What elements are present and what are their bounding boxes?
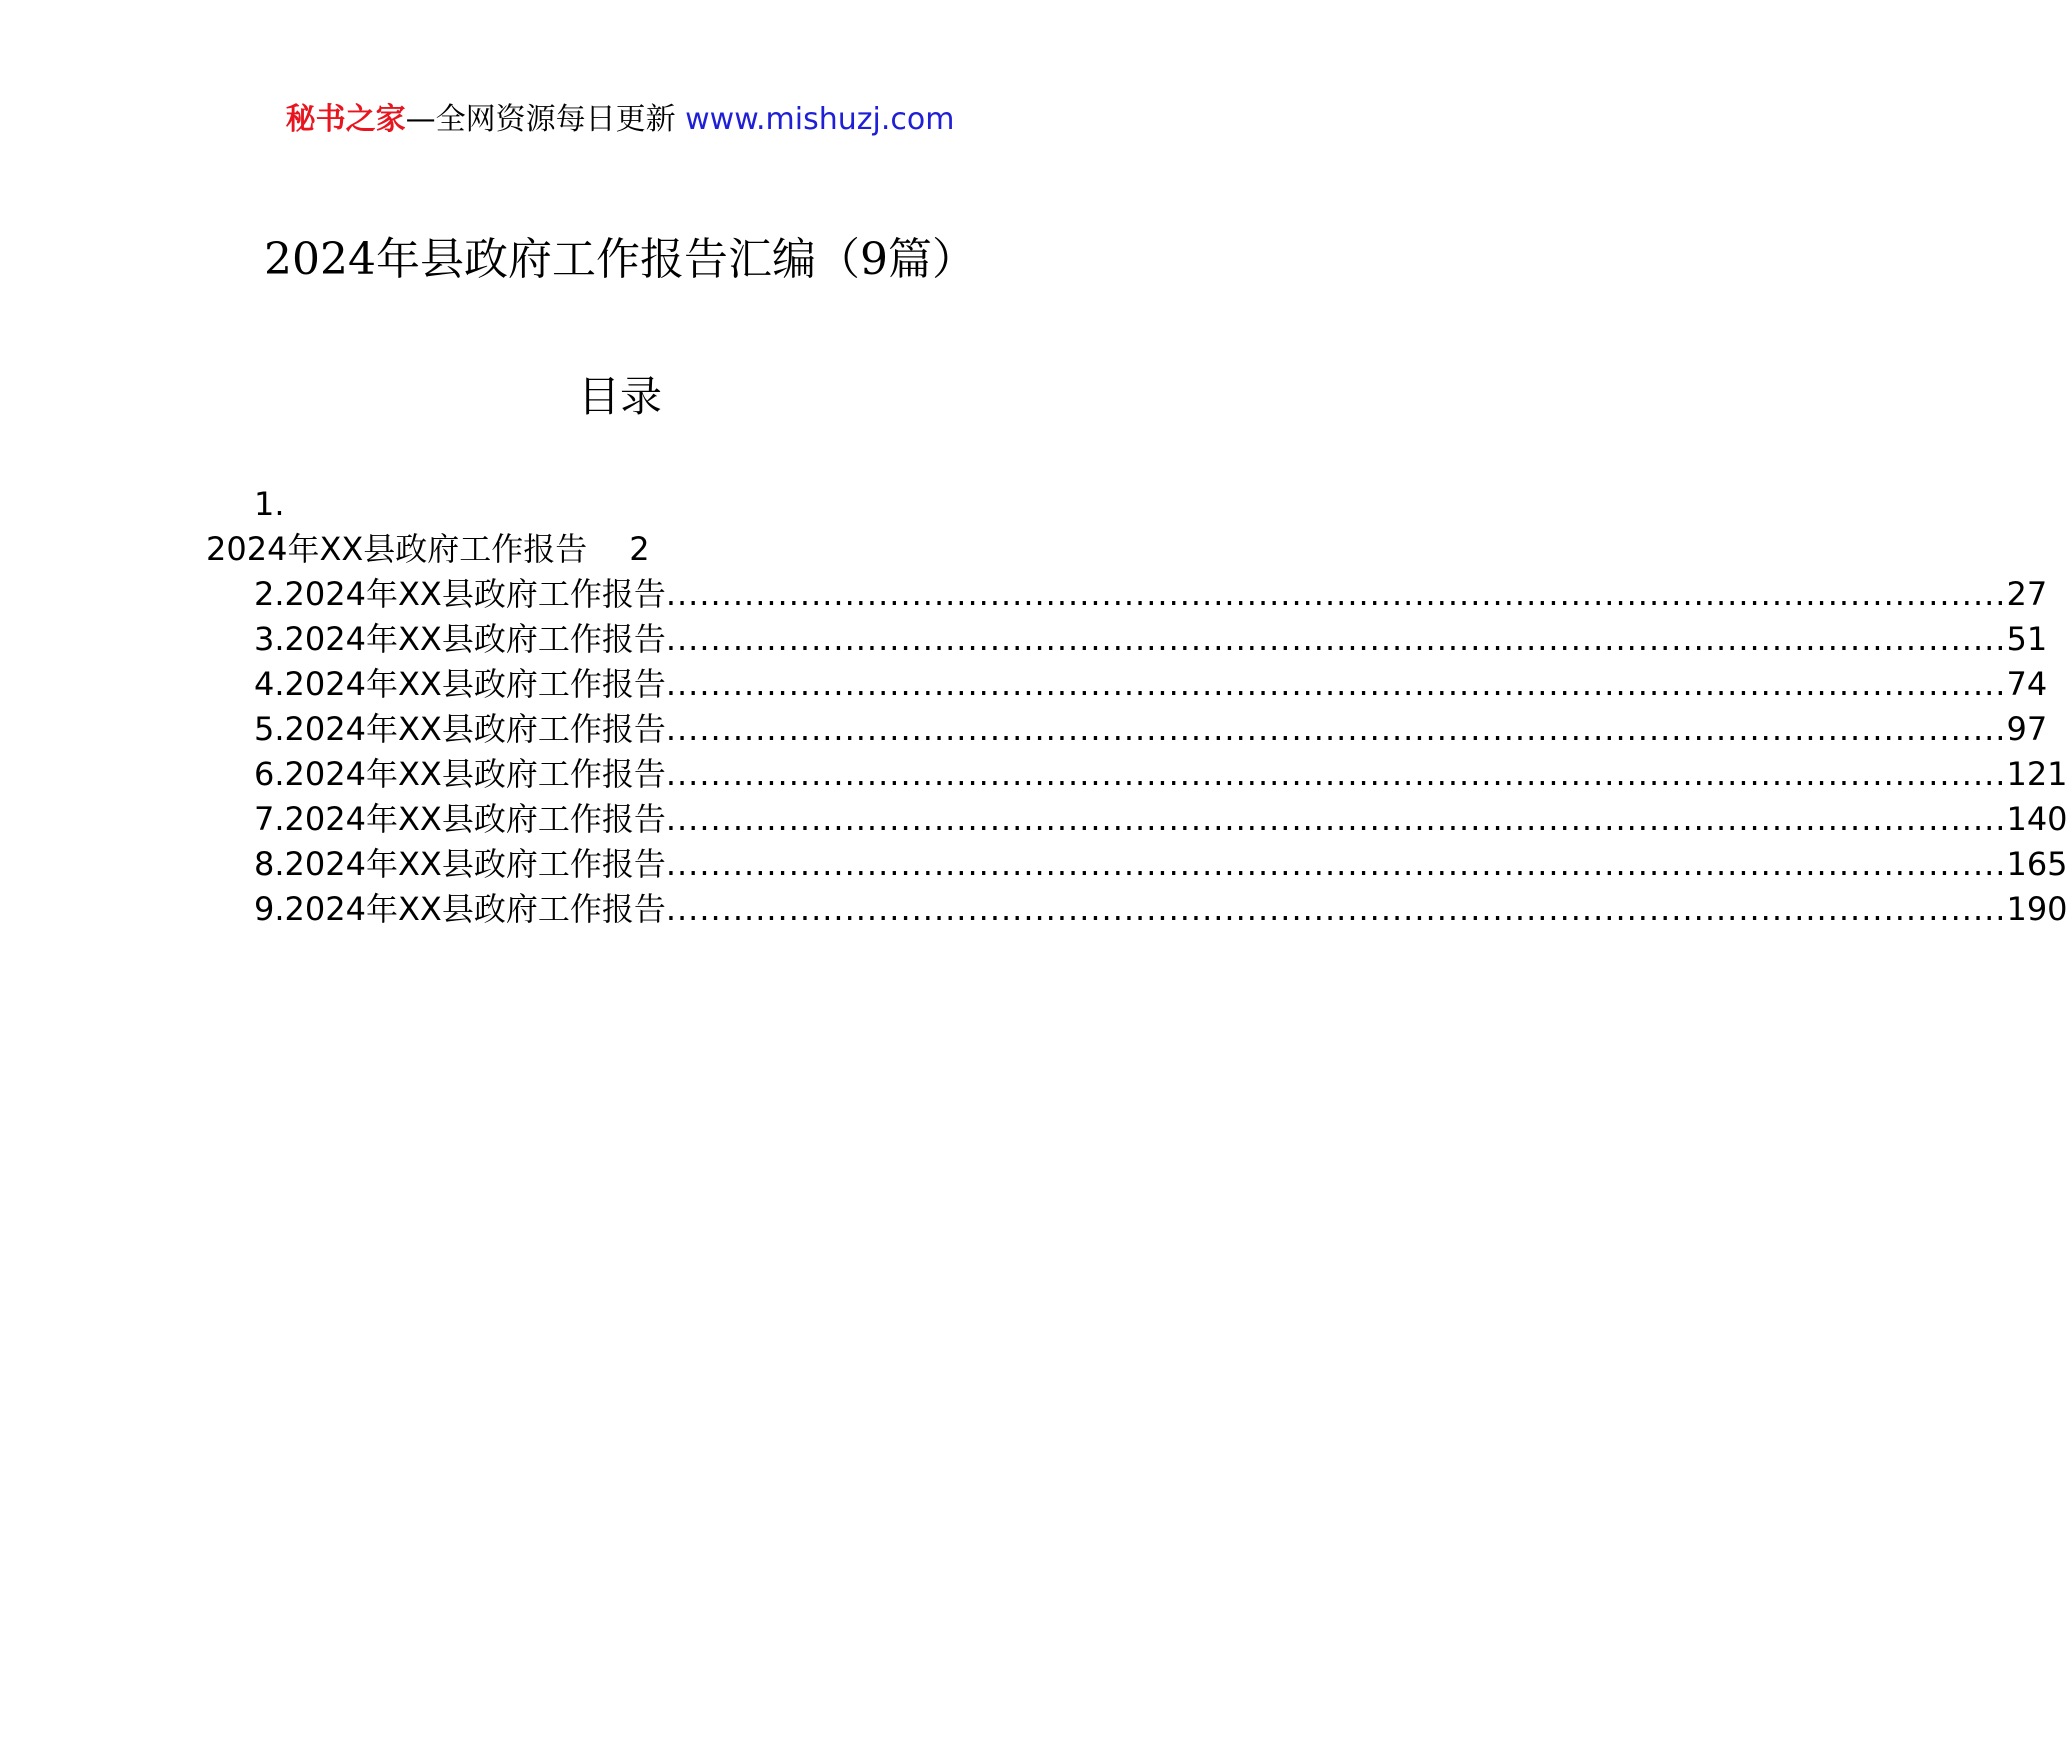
toc-leader-dots: ........................................................................................................................ [665, 575, 2007, 613]
toc-leader-dots: ........................................................................................................................ [665, 890, 2007, 928]
toc-leader-dots: ........................................................................................................................ [665, 620, 2007, 658]
toc-entry-8[interactable] [206, 842, 2068, 887]
header-tagline: —全网资源每日更新 [405, 102, 676, 137]
toc-entry-label: 7.2024年XX县政府工作报告 [254, 800, 666, 838]
toc-leader-dots: ........................................................................................................................ [665, 845, 2007, 883]
toc-entry-page: 165 [2006, 845, 2068, 883]
toc-leader-dots: ........................................................................................................................ [665, 710, 2007, 748]
toc-entry-page: 190 [2006, 890, 2068, 928]
toc-entry-page: 27 [2006, 575, 2048, 613]
toc-entry-7[interactable] [206, 797, 2068, 842]
toc-leader-dots: ........................................................................................................................ [665, 665, 2007, 703]
toc-leader-dots: ........................................................................................................................ [665, 800, 2007, 838]
toc-entry-1-number: 1. [254, 485, 285, 523]
toc-entry-page: 140 [2006, 800, 2068, 838]
document-title: 2024年县政府工作报告汇编（9篇） [264, 234, 976, 285]
toc-entry-1[interactable] [206, 527, 1048, 572]
site-url-link[interactable]: www.mishuzj.com [685, 102, 955, 137]
toc-entry-3[interactable] [206, 617, 2048, 662]
toc-entry-label: 4.2024年XX县政府工作报告 [254, 665, 666, 703]
toc-entry-page: 97 [2006, 710, 2048, 748]
toc-entry-5[interactable] [206, 707, 2048, 752]
toc-entry-label: 2.2024年XX县政府工作报告 [254, 575, 666, 613]
toc-entry-label: 8.2024年XX县政府工作报告 [254, 845, 666, 883]
site-header [0, 100, 1240, 140]
toc-leader-dots: ........................................................................................................................ [665, 755, 2007, 793]
toc-entry-2[interactable] [206, 572, 2048, 617]
toc-entry-label: 3.2024年XX县政府工作报告 [254, 620, 666, 658]
toc-entry-label: 6.2024年XX县政府工作报告 [254, 755, 666, 793]
toc-entry-6[interactable] [206, 752, 2068, 797]
toc-entry-page: 51 [2006, 620, 2048, 658]
toc-entry-page: 121 [2006, 755, 2068, 793]
toc-entry-4[interactable] [206, 662, 2048, 707]
toc-entry-label: 2024年XX县政府工作报告 [206, 530, 588, 568]
toc-entry-label: 9.2024年XX县政府工作报告 [254, 890, 666, 928]
toc-heading: 目录 [577, 372, 662, 421]
toc-entry-page: 2 [629, 530, 650, 568]
toc-entry-label: 5.2024年XX县政府工作报告 [254, 710, 666, 748]
table-of-contents [206, 482, 2068, 932]
brand-name: 秘书之家 [285, 102, 406, 137]
toc-entry-9[interactable] [206, 887, 2068, 932]
toc-entry-page: 74 [2006, 665, 2048, 703]
